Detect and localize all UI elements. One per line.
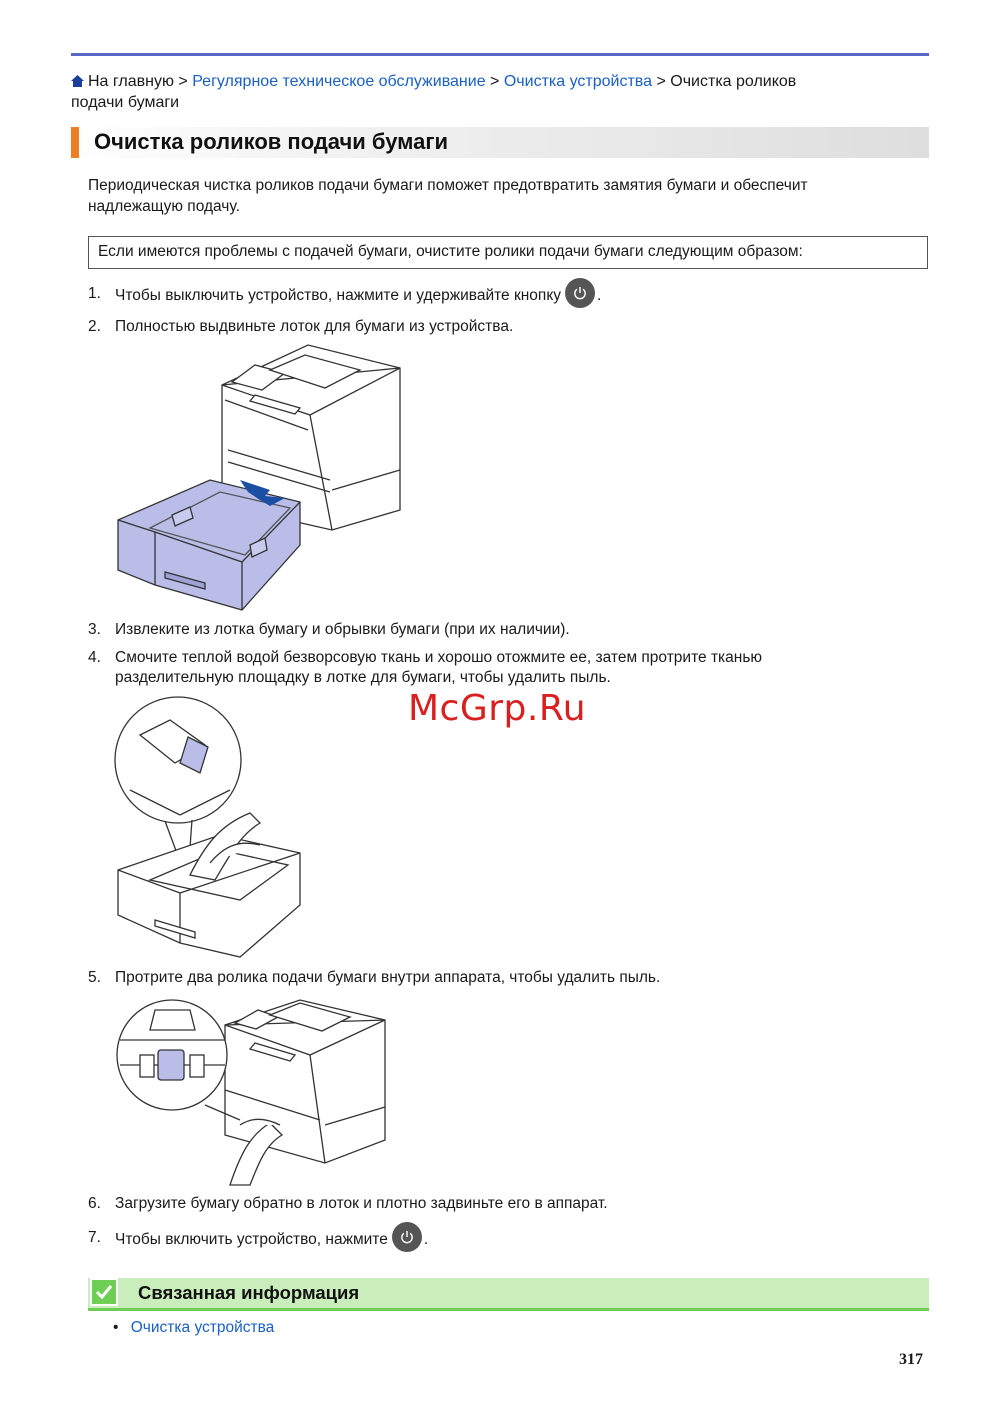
step-number: 1. bbox=[88, 285, 101, 302]
step-number: 3. bbox=[88, 621, 101, 638]
step-number: 6. bbox=[88, 1195, 101, 1212]
page-title: Очистка роликов подачи бумаги bbox=[94, 129, 449, 154]
breadcrumb-separator: > bbox=[656, 73, 666, 90]
power-icon bbox=[565, 278, 595, 308]
breadcrumb bbox=[71, 71, 901, 113]
step-text: Извлеките из лотка бумагу и обрывки бумаги (при их наличии). bbox=[115, 621, 570, 638]
page-number: 317 bbox=[899, 1351, 923, 1368]
step-text: Загрузите бумагу обратно в лоток и плотно задвиньте его в аппарат. bbox=[115, 1195, 608, 1212]
related-info-bar bbox=[88, 1278, 929, 1311]
breadcrumb-current: Очистка роликов подачи бумаги bbox=[71, 73, 797, 111]
bullet: • bbox=[113, 1319, 119, 1336]
step-number: 7. bbox=[88, 1229, 101, 1246]
breadcrumb-separator: > bbox=[178, 73, 188, 90]
step-text: Чтобы включить устройство, нажмите . bbox=[115, 1228, 875, 1252]
intro-text: Периодическая чистка роликов подачи бумаги поможет предотвратить замятия бумаги и обеспечит надлежащую подачу. bbox=[88, 177, 808, 215]
step-number: 2. bbox=[88, 318, 101, 335]
step-text: Смочите теплой водой безворсовую ткань и хорошо отожмите ее, затем протрите тканью разделительную площадку в лотке для бумаги, чтобы удалить пыль. bbox=[115, 649, 763, 686]
related-list-item bbox=[113, 1319, 274, 1337]
check-icon bbox=[90, 1278, 118, 1306]
top-rule bbox=[71, 53, 929, 56]
step-text: Чтобы выключить устройство, нажмите и удерживайте кнопку . bbox=[115, 284, 875, 308]
breadcrumb-link-maintenance[interactable]: Регулярное техническое обслуживание bbox=[192, 73, 486, 90]
home-icon[interactable] bbox=[71, 75, 84, 87]
related-info-title: Связанная информация bbox=[138, 1282, 360, 1303]
step-text: Протрите два ролика подачи бумаги внутри аппарата, чтобы удалить пыль. bbox=[115, 969, 661, 986]
pickup-rollers-illustration bbox=[110, 995, 390, 1190]
note-box: Если имеются проблемы с подачей бумаги, очистите ролики подачи бумаги следующим образом: bbox=[88, 236, 928, 269]
printer-tray-out-illustration bbox=[110, 340, 410, 615]
step-number: 4. bbox=[88, 649, 101, 666]
breadcrumb-home[interactable]: На главную bbox=[88, 73, 174, 90]
breadcrumb-link-cleaning[interactable]: Очистка устройства bbox=[503, 73, 653, 90]
breadcrumb-separator: > bbox=[490, 73, 500, 90]
title-accent bbox=[71, 127, 79, 158]
watermark: McGrp.Ru bbox=[408, 688, 587, 729]
step-number: 5. bbox=[88, 969, 101, 986]
title-bar bbox=[71, 127, 929, 158]
separation-pad-illustration bbox=[110, 695, 310, 965]
power-icon bbox=[392, 1222, 422, 1252]
step-text: Полностью выдвиньте лоток для бумаги из устройства. bbox=[115, 318, 514, 335]
related-link-cleaning[interactable]: Очистка устройства bbox=[130, 1319, 275, 1336]
